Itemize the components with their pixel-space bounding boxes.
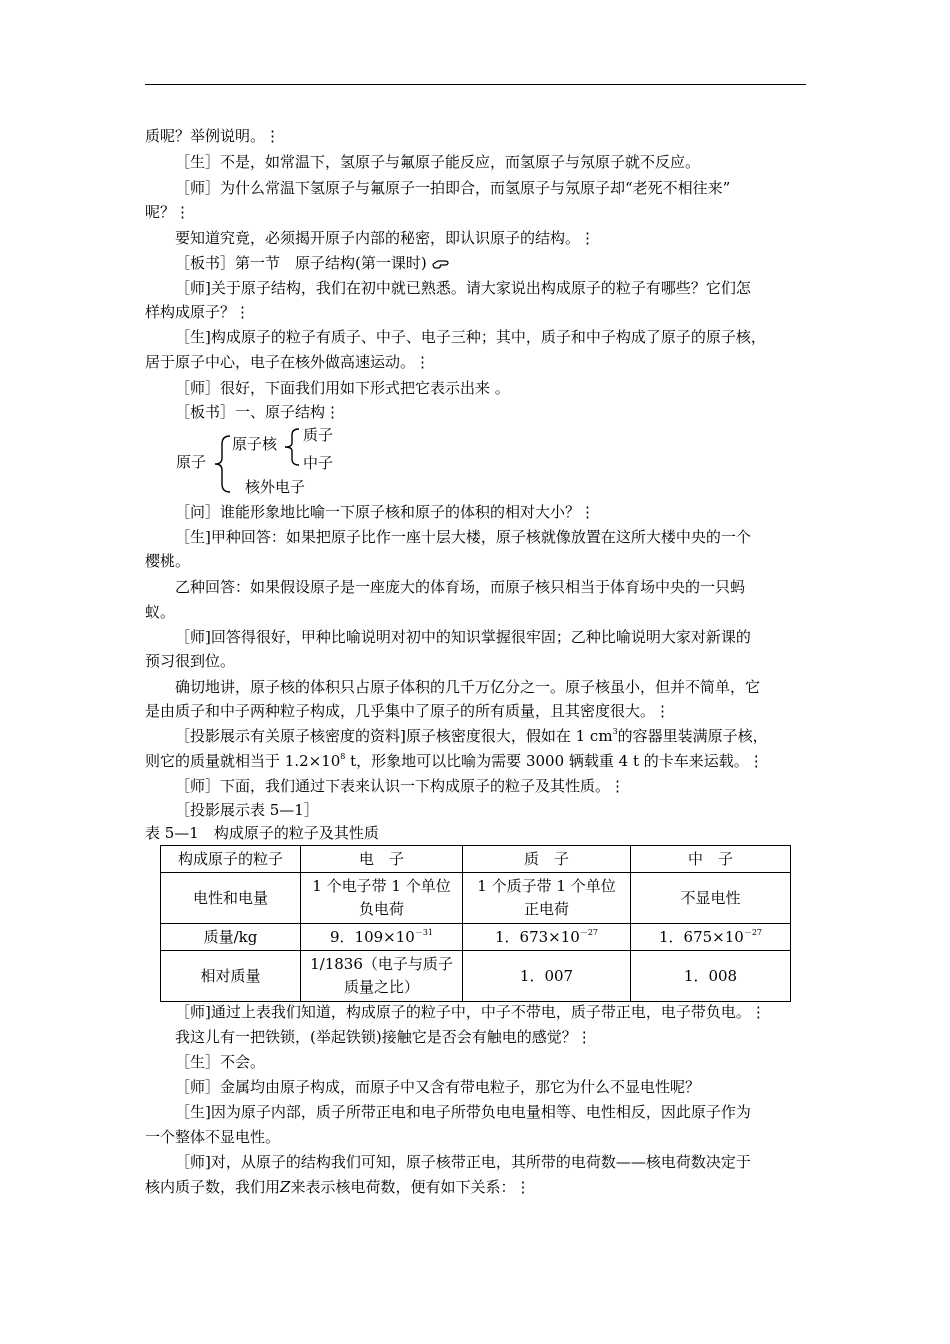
text-line: ［师]对，从原子的结构我们可知，原子核带正电，其所带的电荷数——核电荷数决定于	[175, 1153, 751, 1171]
text-span: 核内质子数，我们用	[145, 1178, 281, 1196]
cell-line: 1 个质子带 1 个单位	[477, 877, 616, 895]
superscript: 8	[340, 752, 346, 761]
text-span: 来表示核电荷数，便有如下关系：⋮	[290, 1178, 531, 1196]
text-span: 则它的质量就相当于 1.2×10	[145, 752, 341, 770]
table-row	[161, 846, 791, 873]
text-line: ［师]回答得很好，甲种比喻说明对初中的知识掌握很牢固；乙种比喻说明大家对新课的	[175, 628, 751, 646]
table-cell	[301, 873, 463, 924]
text-line: ［生]因为原子内部，质子所带正电和电子所带负电电量相等、电性相反，因此原子作为	[175, 1103, 751, 1121]
text-line: ［板书］一、原子结构⋮	[175, 403, 341, 421]
cell-line: 正电荷	[523, 900, 569, 918]
cell-line: 1 个电子带 1 个单位	[312, 877, 451, 895]
table-row	[161, 951, 791, 1002]
table-cell	[463, 873, 631, 924]
text-line: 呢？⋮	[145, 203, 191, 221]
table-row-label: 电性和电量	[161, 873, 301, 924]
table-row	[161, 873, 791, 924]
text-line: ［生]甲种回答：如果把原子比作一座十层大楼，原子核就像放置在这所大楼中央的一个	[175, 528, 751, 546]
text-line	[145, 751, 764, 771]
text-line: 蚁。	[145, 603, 176, 621]
table-caption: 表 5—1 构成原子的粒子及其性质	[145, 824, 379, 842]
pointing-hand-icon	[432, 258, 450, 270]
superscript: －27	[743, 927, 763, 937]
text-line: ［师]通过上表我们知道，构成原子的粒子中，中子不带电，质子带正电，电子带负电。⋮	[175, 1003, 766, 1021]
text-line: ［师］很好，下面我们用如下形式把它表示出来 。	[175, 379, 510, 397]
text-line: ［生］不是，如常温下，氢原子与氟原子能反应，而氢原子与氖原子就不反应。	[175, 153, 701, 171]
text-line: ［师］为什么常温下氢原子与氟原子一拍即合，而氢原子与氖原子却“老死不相往来”	[175, 179, 731, 197]
table-header-cell: 构成原子的粒子	[161, 846, 301, 873]
inner-brace	[281, 427, 301, 467]
table-cell	[301, 951, 463, 1002]
table-header-cell: 质 子	[463, 846, 631, 873]
table-cell	[631, 924, 791, 951]
text-line: ［问］谁能形象地比喻一下原子核和原子的体积的相对大小？⋮	[175, 503, 596, 521]
text-line: ［生]构成原子的粒子有质子、中子、电子三种；其中，质子和中子构成了原子的原子核，	[175, 328, 766, 346]
table-cell: 1．007	[463, 951, 631, 1002]
table-row-label: 质量/kg	[161, 924, 301, 951]
superscript: －31	[414, 927, 434, 937]
table-row	[161, 924, 791, 951]
text-line: ［师]关于原子结构，我们在初中就已熟悉。请大家说出构成原子的粒子有哪些？它们怎	[175, 279, 751, 297]
text-line: 一个整体不显电性。	[145, 1128, 281, 1146]
text-line: ［师］下面，我们通过下表来认识一下构成原子的粒子及其性质。⋮	[175, 777, 626, 795]
diagram-proton: 质子	[303, 426, 334, 444]
cell-text: 1．675×10	[658, 927, 744, 946]
text-line	[145, 1177, 530, 1197]
superscript: －27	[579, 927, 599, 937]
particle-properties-table	[160, 845, 791, 1002]
table-cell: 1．008	[631, 951, 791, 1002]
outer-brace	[212, 434, 232, 494]
diagram-nucleus: 原子核	[232, 435, 278, 453]
cell-line: 负电荷	[358, 900, 404, 918]
cell-text: 9．109×10	[329, 927, 415, 946]
diagram-electrons: 核外电子	[245, 478, 306, 496]
text-line	[175, 253, 450, 273]
cell-line: 质量之比）	[343, 978, 419, 996]
text-line: 样构成原子？⋮	[145, 303, 251, 321]
cell-line: 1/1836（电子与质子	[310, 955, 453, 973]
header-rule	[145, 84, 806, 85]
text-line: 居于原子中心，电子在核外做高速运动。⋮	[145, 353, 431, 371]
text-line: 是由质子和中子两种粒子构成，几乎集中了原子的所有质量，且其密度很大。⋮	[145, 702, 671, 720]
board-title: ［板书］第一节 原子结构(第一课时)	[175, 254, 427, 272]
text-span: ［投影展示有关原子核密度的资料]原子核密度很大，假如在 1 cm	[175, 727, 613, 745]
text-line: 要知道究竟，必须揭开原子内部的秘密，即认识原子的结构。⋮	[175, 229, 596, 247]
table-header-cell: 中 子	[631, 846, 791, 873]
text-line: 质呢？举例说明。⋮	[145, 127, 281, 145]
table-header-cell: 电 子	[301, 846, 463, 873]
superscript: 3	[612, 727, 618, 736]
text-span: t，形象地可以比喻为需要 3000 辆载重 4 t 的卡车来运载。⋮	[345, 752, 764, 770]
text-span: 的容器里装满原子核，	[617, 727, 768, 745]
text-line: 樱桃。	[145, 552, 191, 570]
text-line: ［投影展示表 5—1］	[175, 801, 319, 819]
table-cell	[463, 924, 631, 951]
text-line: 我这儿有一把铁锁，(举起铁锁)接触它是否会有触电的感觉？⋮	[175, 1028, 592, 1046]
cell-text: 1．673×10	[494, 927, 580, 946]
table-cell	[301, 924, 463, 951]
diagram-atom: 原子	[176, 453, 207, 471]
text-line: 乙种回答：如果假设原子是一座庞大的体育场，而原子核只相当于体育场中央的一只蚂	[175, 578, 746, 596]
diagram-neutron: 中子	[303, 454, 334, 472]
text-line: 确切地讲，原子核的体积只占原子体积的几千万亿分之一。原子核虽小，但并不简单，它	[175, 678, 761, 696]
text-line: 预习很到位。	[145, 652, 236, 670]
text-line: ［生］不会。	[175, 1053, 266, 1071]
text-line	[175, 726, 768, 746]
variable-z: Z	[280, 1178, 291, 1196]
table-row-label: 相对质量	[161, 951, 301, 1002]
table-cell: 不显电性	[631, 873, 791, 924]
text-line: ［师］金属均由原子构成，而原子中又含有带电粒子，那它为什么不显电性呢？	[175, 1078, 701, 1096]
